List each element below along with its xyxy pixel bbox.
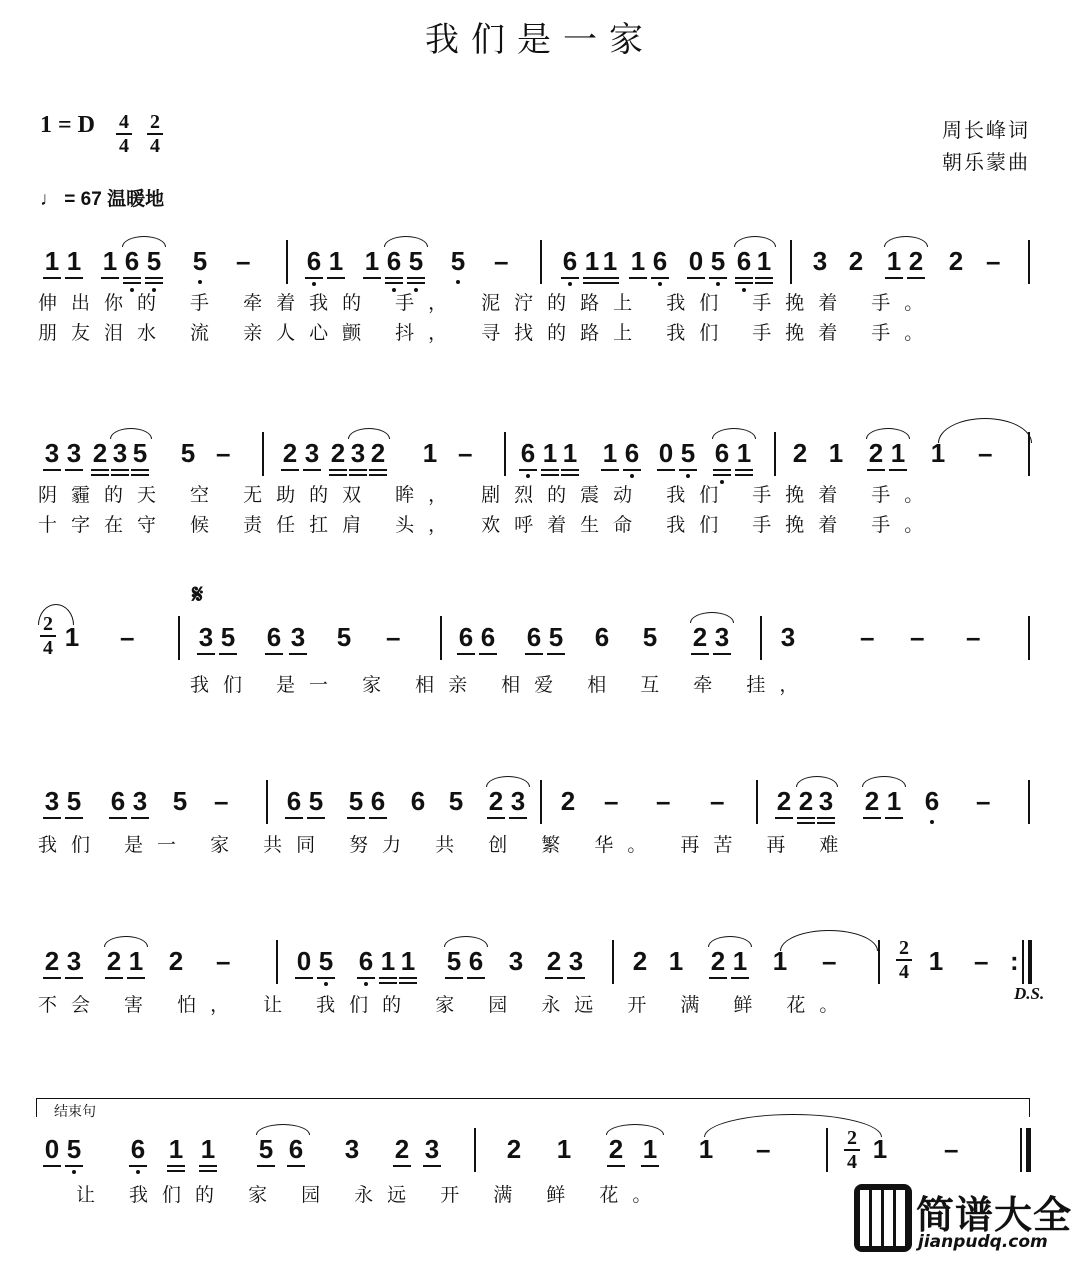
- time-signature-4-4: 4 4: [116, 112, 132, 156]
- jianpu-note: 6: [286, 1134, 306, 1164]
- quarter-note-icon: ♩: [40, 189, 59, 210]
- jianpu-note: 6: [284, 786, 304, 816]
- jianpu-note: 5: [64, 1134, 84, 1164]
- jianpu-note: 5: [190, 246, 210, 276]
- jianpu-note: 2: [866, 438, 886, 468]
- lyric-row-2-verse-2: 十字在守 候 责任扛肩 头， 欢呼着生命 我们 手挽着 手。: [38, 514, 938, 536]
- jianpu-note: 6: [734, 246, 754, 276]
- jianpu-note: 5: [316, 946, 336, 976]
- lyric-row-4: 我们 是一 家 共同 努力 共 创 繁 华。 再苦 再 难: [38, 834, 853, 856]
- jianpu-note: 1: [560, 438, 580, 468]
- jianpu-note: 2: [690, 622, 710, 652]
- jianpu-note: 3: [64, 438, 84, 468]
- jianpu-note: 5: [678, 438, 698, 468]
- jianpu-note: 5: [144, 246, 164, 276]
- barline: [474, 1128, 476, 1172]
- jianpu-note: 1: [628, 246, 648, 276]
- octave-dot: [364, 982, 368, 986]
- slur-arc: [444, 936, 488, 947]
- watermark-name: 简谱大全: [916, 1193, 1073, 1237]
- barline: [266, 780, 268, 824]
- barline: [262, 432, 264, 476]
- jianpu-note: 1: [730, 946, 750, 976]
- octave-dot: [630, 474, 634, 478]
- jianpu-note: 2: [168, 946, 184, 976]
- slur-arc: [256, 1124, 310, 1135]
- final-barline-thin: [1020, 1128, 1022, 1172]
- slur-arc: [384, 236, 428, 247]
- jianpu-note: 2: [90, 438, 110, 468]
- jianpu-note: 2: [42, 946, 62, 976]
- slur-arc: [884, 236, 928, 247]
- jianpu-note: 6: [524, 622, 544, 652]
- jianpu-note: 1: [930, 438, 946, 468]
- repeat-barline-thick: [1028, 940, 1032, 984]
- jianpu-note: 3: [64, 946, 84, 976]
- tempo-marking: ♩ = 67 温暖地: [40, 189, 165, 210]
- jianpu-note: 1: [754, 246, 774, 276]
- barline: [276, 940, 278, 984]
- jianpu-note: 3: [508, 786, 528, 816]
- jianpu-note: 1: [100, 246, 120, 276]
- jianpu-note: 6: [410, 786, 426, 816]
- sustain-dash: –: [910, 622, 925, 652]
- jianpu-note: 1: [582, 246, 602, 276]
- octave-dot: [716, 282, 720, 286]
- jianpu-note: 1: [640, 1134, 660, 1164]
- repeat-barline-thin: [1022, 940, 1024, 984]
- jianpu-note: 2: [848, 246, 864, 276]
- jianpu-note: 1: [772, 946, 788, 976]
- jianpu-note: 6: [466, 946, 486, 976]
- sustain-dash: –: [214, 786, 229, 816]
- jianpu-note: 2: [792, 438, 808, 468]
- octave-dot: [72, 1170, 76, 1174]
- jianpu-note: 3: [42, 438, 62, 468]
- jianpu-note: 1: [64, 246, 84, 276]
- jianpu-note: 3: [780, 622, 796, 652]
- slur-arc: [104, 936, 148, 947]
- barline: [286, 240, 288, 284]
- sustain-dash: –: [976, 786, 991, 816]
- jianpu-note: 3: [42, 786, 62, 816]
- sustain-dash: –: [756, 1134, 771, 1164]
- barline: [760, 616, 762, 660]
- octave-dot: [568, 282, 572, 286]
- barline: [1028, 780, 1030, 824]
- jianpu-note: 2: [506, 1134, 522, 1164]
- jianpu-note: 6: [478, 622, 498, 652]
- jianpu-note: 1: [362, 246, 382, 276]
- jianpu-note: 2: [486, 786, 506, 816]
- jianpu-note: 3: [288, 622, 308, 652]
- repeat-dots: :: [1010, 946, 1019, 976]
- slur-arc: [122, 236, 166, 247]
- watermark-url: jianpudq.com: [918, 1232, 1048, 1252]
- sustain-dash: –: [458, 438, 473, 468]
- jianpu-note: 2: [906, 246, 926, 276]
- jianpu-note: 6: [304, 246, 324, 276]
- ds-marking: D.S.: [1014, 984, 1045, 1003]
- slur-arc: [486, 776, 530, 787]
- barline: [1028, 240, 1030, 284]
- jianpu-note: 6: [622, 438, 642, 468]
- slur-arc: [734, 236, 776, 247]
- barline: [774, 432, 776, 476]
- jianpu-note: 5: [218, 622, 238, 652]
- jianpu-note: 2: [104, 946, 124, 976]
- octave-dot: [456, 280, 460, 284]
- barline: [756, 780, 758, 824]
- watermark-logo: [854, 1184, 1076, 1256]
- jianpu-note: 6: [108, 786, 128, 816]
- jianpu-note: 6: [128, 1134, 148, 1164]
- jianpu-note: 3: [348, 438, 368, 468]
- slur-arc: [708, 936, 752, 947]
- slur-arc: [606, 1124, 664, 1135]
- lyric-row-5: 不会 害 怕， 让 我们的 家 园 永远 开 满 鲜 花。: [38, 994, 853, 1016]
- sustain-dash: –: [216, 946, 231, 976]
- jianpu-note: 1: [600, 246, 620, 276]
- barline: [790, 240, 792, 284]
- jianpu-note: 1: [556, 1134, 572, 1164]
- jianpu-note: 5: [180, 438, 196, 468]
- jianpu-note: 5: [64, 786, 84, 816]
- jianpu-note: 2: [328, 438, 348, 468]
- octave-dot: [324, 982, 328, 986]
- jianpu-note: 1: [378, 946, 398, 976]
- jianpu-note: 1: [126, 946, 146, 976]
- slur-arc: [780, 930, 878, 951]
- slur-arc: [938, 418, 1032, 443]
- barline: [440, 616, 442, 660]
- barline: [540, 780, 542, 824]
- jianpu-note: 3: [302, 438, 322, 468]
- jianpu-note: 2: [948, 246, 964, 276]
- jianpu-note: 5: [406, 246, 426, 276]
- jianpu-note: 2: [862, 786, 882, 816]
- sustain-dash: –: [494, 246, 509, 276]
- jianpu-note: 5: [546, 622, 566, 652]
- jianpu-note: 6: [264, 622, 284, 652]
- jianpu-note: 3: [508, 946, 524, 976]
- barline: [612, 940, 614, 984]
- sustain-dash: –: [974, 946, 989, 976]
- jianpu-note: 3: [816, 786, 836, 816]
- jianpu-note: 3: [812, 246, 828, 276]
- jianpu-note: 6: [922, 786, 942, 816]
- composer-credit: 朝乐蒙曲: [942, 150, 1030, 174]
- octave-dot: [198, 280, 202, 284]
- octave-dot: [930, 820, 934, 824]
- jianpu-note: 1: [698, 1134, 714, 1164]
- jianpu-note: 6: [594, 622, 610, 652]
- barline: [504, 432, 506, 476]
- segno-sign: 𝄋: [192, 580, 204, 610]
- jianpu-note: 2: [544, 946, 564, 976]
- lyric-row-6: 让 我们的 家 园 永远 开 满 鲜 花。: [76, 1184, 666, 1206]
- sustain-dash: –: [656, 786, 671, 816]
- jianpu-note: 3: [566, 946, 586, 976]
- jianpu-note: 6: [518, 438, 538, 468]
- jianpu-note: 5: [346, 786, 366, 816]
- song-title: 我们是一家: [425, 20, 655, 60]
- jianpu-note: 5: [172, 786, 188, 816]
- barline: [540, 240, 542, 284]
- slur-arc: [690, 612, 734, 623]
- final-barline-thick: [1026, 1128, 1031, 1172]
- sustain-dash: –: [604, 786, 619, 816]
- sustain-dash: –: [710, 786, 725, 816]
- barline: [878, 940, 880, 984]
- jianpu-note: 3: [712, 622, 732, 652]
- jianpu-note: 2: [708, 946, 728, 976]
- jianpu-note: 0: [294, 946, 314, 976]
- jianpu-note: 6: [560, 246, 580, 276]
- jianpu-note: 0: [656, 438, 676, 468]
- jianpu-note: 6: [384, 246, 404, 276]
- jianpu-note: 6: [650, 246, 670, 276]
- sustain-dash: –: [822, 946, 837, 976]
- sustain-dash: –: [966, 622, 981, 652]
- jianpu-note: 6: [456, 622, 476, 652]
- jianpu-note: 1: [422, 438, 438, 468]
- jianpu-note: 5: [336, 622, 352, 652]
- jianpu-note: 2: [560, 786, 576, 816]
- jianpu-note: 2: [280, 438, 300, 468]
- jianpu-note: 5: [642, 622, 658, 652]
- jianpu-note: 1: [198, 1134, 218, 1164]
- slur-arc: [862, 776, 906, 787]
- jianpu-note: 0: [42, 1134, 62, 1164]
- sustain-dash: –: [216, 438, 231, 468]
- jianpu-note: 3: [130, 786, 150, 816]
- jianpu-note: 1: [600, 438, 620, 468]
- jianpu-note: 2: [774, 786, 794, 816]
- octave-dot: [686, 474, 690, 478]
- jianpu-note: 1: [326, 246, 346, 276]
- jianpu-note: 1: [888, 438, 908, 468]
- octave-dot: [658, 282, 662, 286]
- jianpu-note: 5: [448, 246, 468, 276]
- slur-arc: [110, 428, 152, 439]
- sustain-dash: –: [860, 622, 875, 652]
- octave-dot: [312, 282, 316, 286]
- jianpu-note: 1: [398, 946, 418, 976]
- piano-keys-icon: [854, 1184, 912, 1252]
- jianpu-note: 5: [130, 438, 150, 468]
- jianpu-note: 1: [166, 1134, 186, 1164]
- time-signature-2-4-change: 2 4: [844, 1128, 860, 1172]
- jianpu-note: 6: [368, 786, 388, 816]
- slur-arc: [712, 428, 756, 439]
- lyric-row-3: 我们 是一 家 相亲 相爱 相 互 牵 挂，: [190, 674, 813, 696]
- lyric-row-1-verse-2: 朋友泪水 流 亲人心颤 抖， 寻找的路上 我们 手挽着 手。: [38, 322, 938, 344]
- sustain-dash: –: [944, 1134, 959, 1164]
- ending-bracket: [36, 1098, 1030, 1117]
- sustain-dash: –: [120, 622, 135, 652]
- jianpu-note: 3: [196, 622, 216, 652]
- lyricist-credit: 周长峰词: [942, 118, 1030, 142]
- jianpu-note: 2: [606, 1134, 626, 1164]
- jianpu-note: 1: [928, 946, 944, 976]
- jianpu-note: 5: [444, 946, 464, 976]
- barline: [178, 616, 180, 660]
- jianpu-note: 1: [42, 246, 62, 276]
- jianpu-note: 3: [422, 1134, 442, 1164]
- slur-arc: [866, 428, 910, 439]
- jianpu-note: 6: [356, 946, 376, 976]
- jianpu-note: 3: [344, 1134, 360, 1164]
- jianpu-note: 2: [796, 786, 816, 816]
- jianpu-note: 5: [708, 246, 728, 276]
- time-signature-2-4-change: 2 4: [896, 938, 912, 982]
- jianpu-note: 1: [828, 438, 844, 468]
- jianpu-note: 2: [368, 438, 388, 468]
- jianpu-note: 2: [632, 946, 648, 976]
- key-signature: 1 = D: [40, 112, 96, 138]
- octave-dot: [526, 474, 530, 478]
- sustain-dash: –: [236, 246, 251, 276]
- jianpu-note: 1: [540, 438, 560, 468]
- time-signature-2-4-change: 2 4: [40, 614, 56, 658]
- jianpu-note: 1: [872, 1134, 888, 1164]
- slur-arc: [796, 776, 838, 787]
- barline: [1028, 616, 1030, 660]
- octave-dot: [136, 1170, 140, 1174]
- sustain-dash: –: [986, 246, 1001, 276]
- lyric-row-1-verse-1: 伸出你的 手 牵着我的 手， 泥泞的路上 我们 手挽着 手。: [38, 292, 938, 314]
- time-signature-2-4: 2 4: [147, 112, 163, 156]
- jianpu-note: 1: [884, 246, 904, 276]
- sustain-dash: –: [978, 438, 993, 468]
- jianpu-note: 5: [448, 786, 464, 816]
- jianpu-note: 6: [712, 438, 732, 468]
- jianpu-note: 1: [884, 786, 904, 816]
- sustain-dash: –: [386, 622, 401, 652]
- jianpu-note: 6: [122, 246, 142, 276]
- jianpu-note: 1: [668, 946, 684, 976]
- jianpu-note: 5: [306, 786, 326, 816]
- jianpu-note: 0: [686, 246, 706, 276]
- ending-label: 结束句: [54, 1104, 96, 1120]
- jianpu-note: 1: [64, 622, 80, 652]
- lyric-row-2-verse-1: 阴霾的天 空 无助的双 眸， 剧烈的震动 我们 手挽着 手。: [38, 484, 938, 506]
- jianpu-note: 1: [734, 438, 754, 468]
- jianpu-note: 2: [392, 1134, 412, 1164]
- slur-arc: [348, 428, 390, 439]
- jianpu-note: 5: [256, 1134, 276, 1164]
- jianpu-note: 3: [110, 438, 130, 468]
